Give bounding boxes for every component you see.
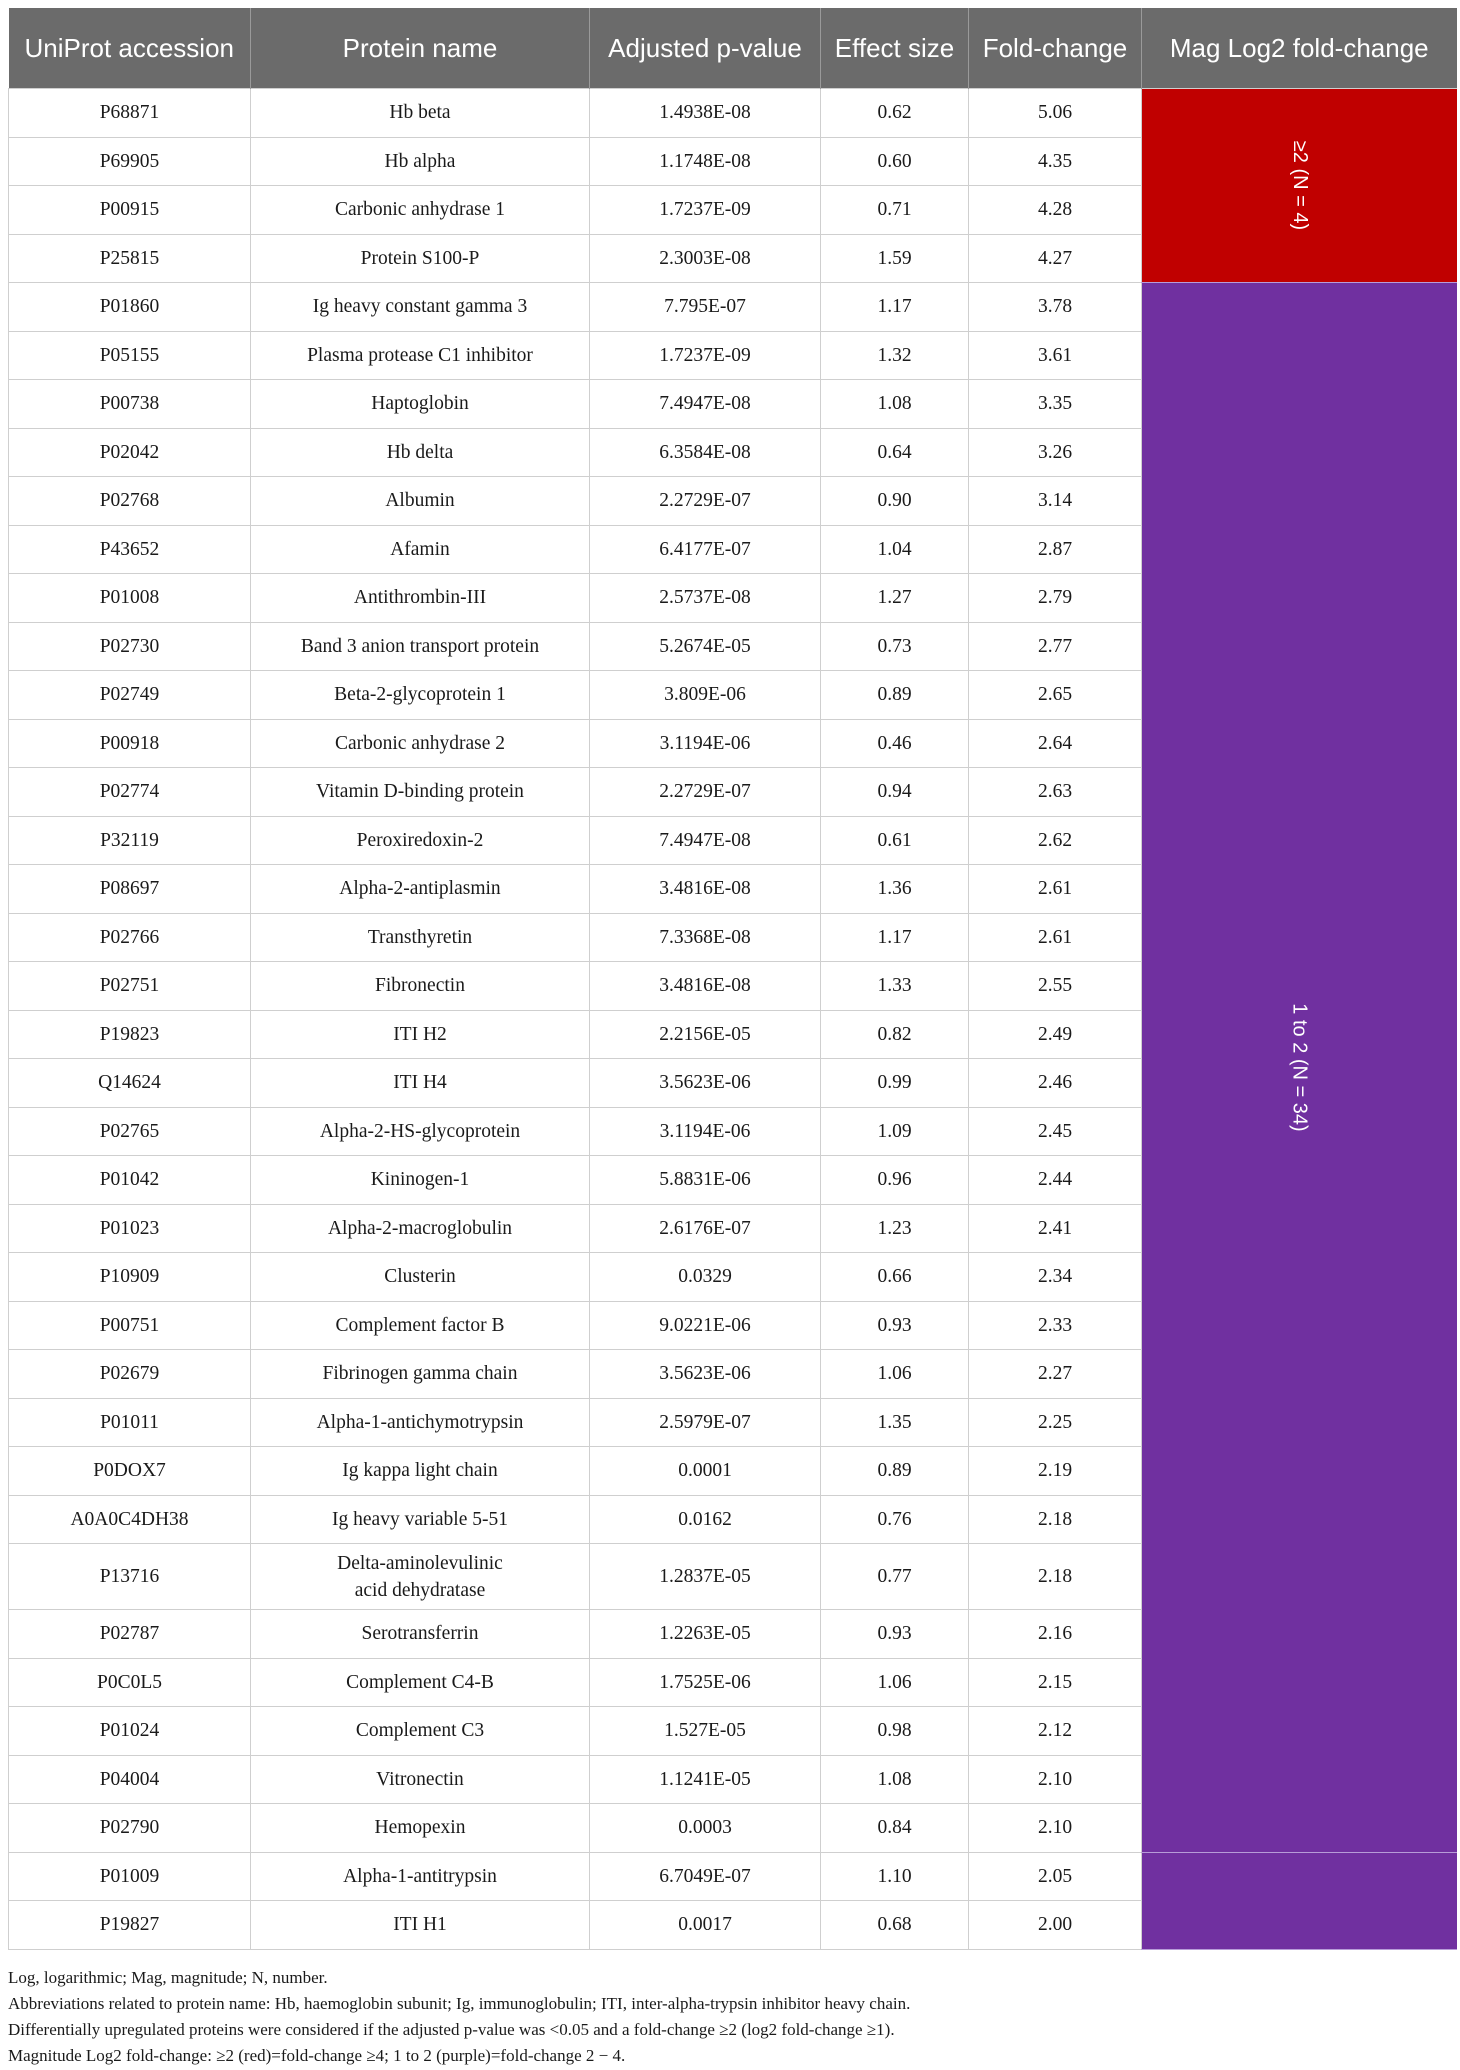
adjusted-p-value-cell: 0.0001	[590, 1447, 821, 1496]
adjusted-p-value-cell: 1.2263E-05	[590, 1610, 821, 1659]
uniprot-accession-cell: P01024	[9, 1707, 251, 1756]
fold-change-cell: 2.34	[969, 1253, 1142, 1302]
effect-size-cell: 1.23	[821, 1204, 969, 1253]
protein-name-cell: Plasma protease C1 inhibitor	[251, 331, 590, 380]
uniprot-accession-cell: P02766	[9, 913, 251, 962]
fold-change-cell: 2.45	[969, 1107, 1142, 1156]
effect-size-cell: 0.68	[821, 1901, 969, 1950]
effect-size-cell: 1.10	[821, 1852, 969, 1901]
fold-change-cell: 2.55	[969, 962, 1142, 1011]
uniprot-accession-cell: P01009	[9, 1852, 251, 1901]
effect-size-cell: 0.93	[821, 1301, 969, 1350]
effect-size-cell: 0.66	[821, 1253, 969, 1302]
effect-size-cell: 0.94	[821, 768, 969, 817]
protein-name-cell: Carbonic anhydrase 2	[251, 719, 590, 768]
protein-name-cell: Vitamin D-binding protein	[251, 768, 590, 817]
fold-change-cell: 4.27	[969, 234, 1142, 283]
effect-size-cell: 1.06	[821, 1658, 969, 1707]
effect-size-cell: 0.64	[821, 428, 969, 477]
adjusted-p-value-cell: 2.2729E-07	[590, 477, 821, 526]
effect-size-cell: 0.84	[821, 1804, 969, 1853]
protein-table	[8, 8, 1457, 1950]
fold-change-cell: 3.78	[969, 283, 1142, 332]
fold-change-cell: 2.46	[969, 1059, 1142, 1108]
uniprot-accession-cell: P05155	[9, 331, 251, 380]
adjusted-p-value-cell: 2.5737E-08	[590, 574, 821, 623]
uniprot-accession-cell: P02790	[9, 1804, 251, 1853]
effect-size-cell: 1.59	[821, 234, 969, 283]
effect-size-cell: 1.36	[821, 865, 969, 914]
adjusted-p-value-cell: 1.4938E-08	[590, 89, 821, 138]
adjusted-p-value-cell: 3.809E-06	[590, 671, 821, 720]
uniprot-accession-cell: P00918	[9, 719, 251, 768]
uniprot-accession-cell: P04004	[9, 1755, 251, 1804]
effect-size-cell: 1.09	[821, 1107, 969, 1156]
adjusted-p-value-cell: 2.2156E-05	[590, 1010, 821, 1059]
effect-size-cell: 1.27	[821, 574, 969, 623]
header-fold-change: Fold-change	[969, 8, 1142, 89]
fold-change-cell: 4.35	[969, 137, 1142, 186]
protein-name-cell: Vitronectin	[251, 1755, 590, 1804]
uniprot-accession-cell: P0C0L5	[9, 1658, 251, 1707]
adjusted-p-value-cell: 2.2729E-07	[590, 768, 821, 817]
uniprot-accession-cell: P00738	[9, 380, 251, 429]
adjusted-p-value-cell: 6.4177E-07	[590, 525, 821, 574]
adjusted-p-value-cell: 0.0329	[590, 1253, 821, 1302]
adjusted-p-value-cell: 0.0003	[590, 1804, 821, 1853]
uniprot-accession-cell: P02730	[9, 622, 251, 671]
effect-size-cell: 0.98	[821, 1707, 969, 1756]
effect-size-cell: 1.08	[821, 1755, 969, 1804]
protein-name-cell: ITI H4	[251, 1059, 590, 1108]
uniprot-accession-cell: P43652	[9, 525, 251, 574]
adjusted-p-value-cell: 1.7525E-06	[590, 1658, 821, 1707]
adjusted-p-value-cell: 7.3368E-08	[590, 913, 821, 962]
fold-change-cell: 2.15	[969, 1658, 1142, 1707]
effect-size-cell: 0.60	[821, 137, 969, 186]
protein-name-cell: ITI H2	[251, 1010, 590, 1059]
effect-size-cell: 1.17	[821, 913, 969, 962]
fold-change-cell: 2.62	[969, 816, 1142, 865]
effect-size-cell: 1.08	[821, 380, 969, 429]
uniprot-accession-cell: P01042	[9, 1156, 251, 1205]
protein-name-cell: Fibrinogen gamma chain	[251, 1350, 590, 1399]
adjusted-p-value-cell: 3.5623E-06	[590, 1350, 821, 1399]
effect-size-cell: 0.62	[821, 89, 969, 138]
fold-change-cell: 3.35	[969, 380, 1142, 429]
fold-change-cell: 2.64	[969, 719, 1142, 768]
table-row	[9, 1852, 1457, 1901]
adjusted-p-value-cell: 5.8831E-06	[590, 1156, 821, 1205]
effect-size-cell: 1.32	[821, 331, 969, 380]
protein-name-cell: Complement C4-B	[251, 1658, 590, 1707]
fold-change-cell: 2.10	[969, 1755, 1142, 1804]
adjusted-p-value-cell: 6.7049E-07	[590, 1852, 821, 1901]
protein-name-cell: Hb delta	[251, 428, 590, 477]
uniprot-accession-cell: P32119	[9, 816, 251, 865]
fold-change-cell: 3.61	[969, 331, 1142, 380]
uniprot-accession-cell: P08697	[9, 865, 251, 914]
fold-change-cell: 2.19	[969, 1447, 1142, 1496]
adjusted-p-value-cell: 1.2837E-05	[590, 1544, 821, 1610]
protein-name-cell: Alpha-2-macroglobulin	[251, 1204, 590, 1253]
effect-size-cell: 0.93	[821, 1610, 969, 1659]
magnitude-group-label: 1 to 2 (N = 34)	[1288, 1003, 1311, 1132]
adjusted-p-value-cell: 2.5979E-07	[590, 1398, 821, 1447]
adjusted-p-value-cell: 1.7237E-09	[590, 331, 821, 380]
protein-name-cell: Delta-aminolevulinic acid dehydratase	[251, 1544, 590, 1610]
effect-size-cell: 1.35	[821, 1398, 969, 1447]
protein-name-cell: Hemopexin	[251, 1804, 590, 1853]
effect-size-cell: 0.89	[821, 1447, 969, 1496]
magnitude-group-cell	[1142, 283, 1457, 1853]
fold-change-cell: 5.06	[969, 89, 1142, 138]
footnote-line: Log, logarithmic; Mag, magnitude; N, number.	[8, 1968, 328, 1987]
effect-size-cell: 1.04	[821, 525, 969, 574]
effect-size-cell: 0.90	[821, 477, 969, 526]
protein-name-cell: Band 3 anion transport protein	[251, 622, 590, 671]
effect-size-cell: 0.61	[821, 816, 969, 865]
uniprot-accession-cell: P02787	[9, 1610, 251, 1659]
adjusted-p-value-cell: 3.1194E-06	[590, 1107, 821, 1156]
protein-name-cell: Albumin	[251, 477, 590, 526]
protein-name-cell: Alpha-1-antichymotrypsin	[251, 1398, 590, 1447]
protein-name-cell: Alpha-2-HS-glycoprotein	[251, 1107, 590, 1156]
uniprot-accession-cell: P68871	[9, 89, 251, 138]
fold-change-cell: 4.28	[969, 186, 1142, 235]
protein-name-cell: Hb beta	[251, 89, 590, 138]
fold-change-cell: 2.79	[969, 574, 1142, 623]
adjusted-p-value-cell: 7.4947E-08	[590, 380, 821, 429]
uniprot-accession-cell: P02765	[9, 1107, 251, 1156]
effect-size-cell: 0.73	[821, 622, 969, 671]
effect-size-cell: 0.89	[821, 671, 969, 720]
protein-name-cell: Alpha-2-antiplasmin	[251, 865, 590, 914]
adjusted-p-value-cell: 1.1748E-08	[590, 137, 821, 186]
protein-name-cell: Antithrombin-III	[251, 574, 590, 623]
fold-change-cell: 2.27	[969, 1350, 1142, 1399]
adjusted-p-value-cell: 2.3003E-08	[590, 234, 821, 283]
adjusted-p-value-cell: 3.4816E-08	[590, 865, 821, 914]
protein-name-cell: Complement C3	[251, 1707, 590, 1756]
footnote-line: Differentially upregulated proteins were considered if the adjusted p-value was <0.05 and a fold-change ≥2 (log2 fold-change ≥1).	[8, 2020, 895, 2039]
uniprot-accession-cell: P19823	[9, 1010, 251, 1059]
protein-name-cell: Clusterin	[251, 1253, 590, 1302]
uniprot-accession-cell: P02749	[9, 671, 251, 720]
uniprot-accession-cell: P02679	[9, 1350, 251, 1399]
header-mag-log2-fold-change: Mag Log2 fold-change	[1142, 8, 1457, 89]
uniprot-accession-cell: P02768	[9, 477, 251, 526]
fold-change-cell: 2.44	[969, 1156, 1142, 1205]
uniprot-accession-cell: P10909	[9, 1253, 251, 1302]
fold-change-cell: 3.14	[969, 477, 1142, 526]
protein-name-cell: Ig heavy constant gamma 3	[251, 283, 590, 332]
header-adjusted-p-value: Adjusted p-value	[590, 8, 821, 89]
uniprot-accession-cell: P13716	[9, 1544, 251, 1610]
protein-name-cell: Fibronectin	[251, 962, 590, 1011]
fold-change-cell: 2.61	[969, 913, 1142, 962]
protein-name-cell: Peroxiredoxin-2	[251, 816, 590, 865]
adjusted-p-value-cell: 0.0162	[590, 1495, 821, 1544]
adjusted-p-value-cell: 1.527E-05	[590, 1707, 821, 1756]
table-footnotes	[8, 1965, 1456, 2069]
adjusted-p-value-cell: 3.4816E-08	[590, 962, 821, 1011]
header-uniprot-accession: UniProt accession	[9, 8, 251, 89]
adjusted-p-value-cell: 5.2674E-05	[590, 622, 821, 671]
protein-name-cell: ITI H1	[251, 1901, 590, 1950]
uniprot-accession-cell: P00751	[9, 1301, 251, 1350]
uniprot-accession-cell: P02042	[9, 428, 251, 477]
footnote-line: Abbreviations related to protein name: Hb, haemoglobin subunit; Ig, immunoglobulin; ITI, inter-alpha-trypsin inhibitor heavy chain.	[8, 1994, 911, 2013]
effect-size-cell: 1.17	[821, 283, 969, 332]
fold-change-cell: 2.00	[969, 1901, 1142, 1950]
fold-change-cell: 2.41	[969, 1204, 1142, 1253]
effect-size-cell: 1.33	[821, 962, 969, 1011]
table-row	[9, 89, 1457, 138]
protein-name-cell: Protein S100-P	[251, 234, 590, 283]
protein-name-cell: Alpha-1-antitrypsin	[251, 1852, 590, 1901]
fold-change-cell: 2.18	[969, 1544, 1142, 1610]
uniprot-accession-cell: A0A0C4DH38	[9, 1495, 251, 1544]
fold-change-cell: 2.05	[969, 1852, 1142, 1901]
uniprot-accession-cell: P25815	[9, 234, 251, 283]
adjusted-p-value-cell: 1.1241E-05	[590, 1755, 821, 1804]
magnitude-group-cell	[1142, 89, 1457, 283]
footnote-line: Magnitude Log2 fold-change: ≥2 (red)=fold-change ≥4; 1 to 2 (purple)=fold-change 2 − 4.	[8, 2046, 626, 2065]
uniprot-accession-cell: P0DOX7	[9, 1447, 251, 1496]
adjusted-p-value-cell: 3.5623E-06	[590, 1059, 821, 1108]
adjusted-p-value-cell: 0.0017	[590, 1901, 821, 1950]
protein-name-cell: Haptoglobin	[251, 380, 590, 429]
protein-name-cell: Ig kappa light chain	[251, 1447, 590, 1496]
adjusted-p-value-cell: 2.6176E-07	[590, 1204, 821, 1253]
fold-change-cell: 2.77	[969, 622, 1142, 671]
protein-name-cell: Afamin	[251, 525, 590, 574]
fold-change-cell: 2.87	[969, 525, 1142, 574]
fold-change-cell: 2.65	[969, 671, 1142, 720]
magnitude-group-label: ≥2 (N = 4)	[1288, 140, 1311, 231]
fold-change-cell: 2.49	[969, 1010, 1142, 1059]
uniprot-accession-cell: P01008	[9, 574, 251, 623]
protein-name-cell: Transthyretin	[251, 913, 590, 962]
adjusted-p-value-cell: 3.1194E-06	[590, 719, 821, 768]
effect-size-cell: 0.46	[821, 719, 969, 768]
effect-size-cell: 0.77	[821, 1544, 969, 1610]
fold-change-cell: 2.25	[969, 1398, 1142, 1447]
adjusted-p-value-cell: 7.4947E-08	[590, 816, 821, 865]
effect-size-cell: 0.71	[821, 186, 969, 235]
fold-change-cell: 2.10	[969, 1804, 1142, 1853]
fold-change-cell: 2.33	[969, 1301, 1142, 1350]
uniprot-accession-cell: P02751	[9, 962, 251, 1011]
effect-size-cell: 0.76	[821, 1495, 969, 1544]
uniprot-accession-cell: P00915	[9, 186, 251, 235]
fold-change-cell: 2.61	[969, 865, 1142, 914]
effect-size-cell: 0.82	[821, 1010, 969, 1059]
header-row	[9, 8, 1457, 89]
effect-size-cell: 0.96	[821, 1156, 969, 1205]
fold-change-cell: 2.63	[969, 768, 1142, 817]
protein-name-cell: Ig heavy variable 5-51	[251, 1495, 590, 1544]
effect-size-cell: 0.99	[821, 1059, 969, 1108]
uniprot-accession-cell: P01023	[9, 1204, 251, 1253]
fold-change-cell: 3.26	[969, 428, 1142, 477]
protein-name-cell: Kininogen-1	[251, 1156, 590, 1205]
fold-change-cell: 2.16	[969, 1610, 1142, 1659]
adjusted-p-value-cell: 1.7237E-09	[590, 186, 821, 235]
uniprot-accession-cell: P69905	[9, 137, 251, 186]
adjusted-p-value-cell: 7.795E-07	[590, 283, 821, 332]
uniprot-accession-cell: P01860	[9, 283, 251, 332]
fold-change-cell: 2.12	[969, 1707, 1142, 1756]
uniprot-accession-cell: P19827	[9, 1901, 251, 1950]
fold-change-cell: 2.18	[969, 1495, 1142, 1544]
uniprot-accession-cell: P02774	[9, 768, 251, 817]
adjusted-p-value-cell: 9.0221E-06	[590, 1301, 821, 1350]
adjusted-p-value-cell: 6.3584E-08	[590, 428, 821, 477]
protein-name-cell: Carbonic anhydrase 1	[251, 186, 590, 235]
protein-name-cell: Serotransferrin	[251, 1610, 590, 1659]
effect-size-cell: 1.06	[821, 1350, 969, 1399]
protein-name-cell: Beta-2-glycoprotein 1	[251, 671, 590, 720]
magnitude-group-cell	[1142, 1852, 1457, 1949]
table-row	[9, 283, 1457, 332]
header-effect-size: Effect size	[821, 8, 969, 89]
protein-name-cell: Complement factor B	[251, 1301, 590, 1350]
header-protein-name: Protein name	[251, 8, 590, 89]
uniprot-accession-cell: P01011	[9, 1398, 251, 1447]
protein-name-cell: Hb alpha	[251, 137, 590, 186]
uniprot-accession-cell: Q14624	[9, 1059, 251, 1108]
